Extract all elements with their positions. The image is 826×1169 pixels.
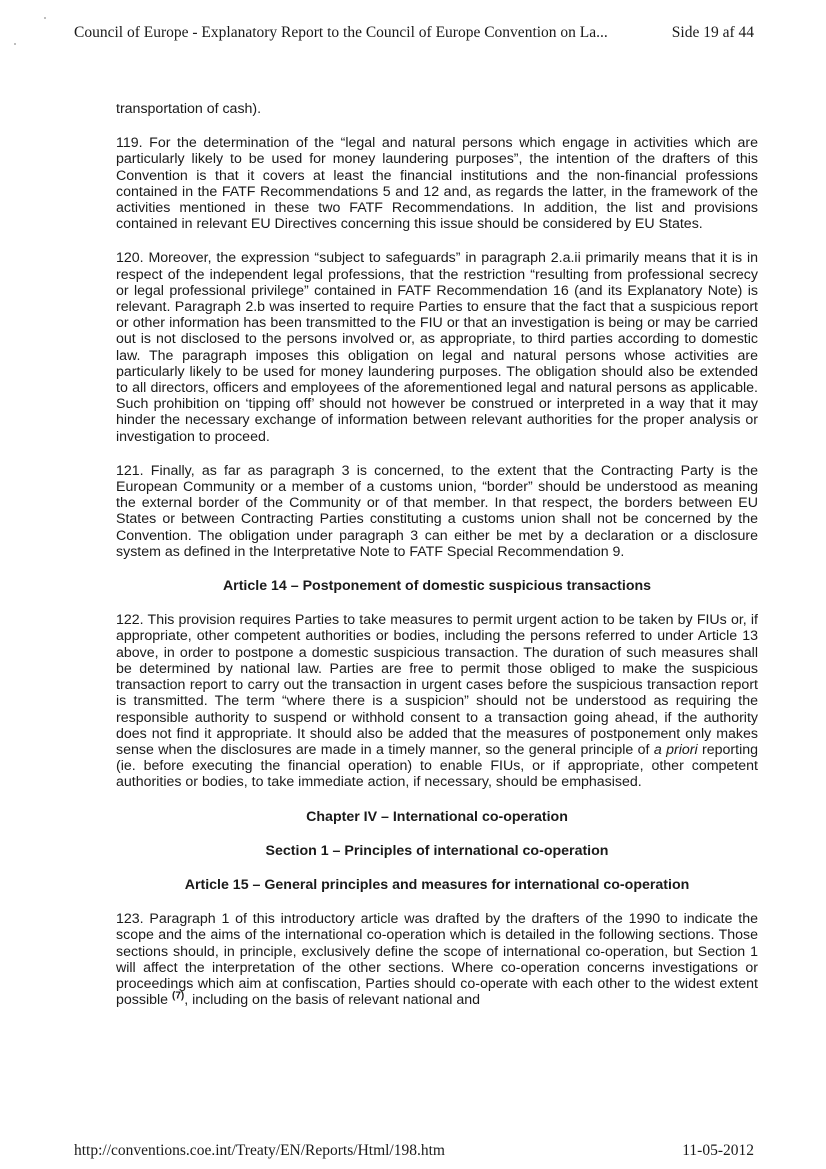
print-date: 11-05-2012 bbox=[682, 1142, 754, 1159]
paragraph-123 bbox=[116, 911, 758, 1008]
source-url: http://conventions.coe.int/Treaty/EN/Reports/Html/198.htm bbox=[74, 1142, 445, 1159]
page-header bbox=[74, 24, 754, 42]
paragraph-119: 119. For the determination of the “legal and natural persons which engage in activities which are particularly likely to be used for money laundering purposes”, the intention of the drafters of this Convention is that it covers at least the financial institutions and the non-financial professions contained in the FATF Recommendations 5 and 12 and, as regards the latter, in the framework of the activities mentioned in these two FATF Recommendations. In addition, the list and provisions contained in relevant EU Directives concerning this issue should be considered by EU States. bbox=[116, 135, 758, 233]
heading-chapter-4: Chapter IV – International co-operation bbox=[306, 808, 568, 825]
page-footer bbox=[74, 1142, 754, 1160]
heading-article-15: Article 15 – General principles and measures for international co-operation bbox=[184, 876, 690, 893]
footnote-link[interactable]: (7) bbox=[172, 990, 185, 1002]
heading-article-14: Article 14 – Postponement of domestic suspicious transactions bbox=[222, 578, 652, 595]
paragraph-123-text-b: , including on the basis of relevant national and bbox=[184, 992, 481, 1009]
scan-speck bbox=[44, 17, 46, 19]
paragraph-continuation: transportation of cash). bbox=[116, 101, 262, 117]
page-indicator: Side 19 af 44 bbox=[671, 24, 754, 41]
paragraph-123-text-a: 123. Paragraph 1 of this introductory article was drafted by the drafters of the 1990 to indicate the scope and the aims of the international co-operation which is detailed in the following sections. Those sections should, in principle, exclusively define the scope of international co-operation, but Section 1 will affect the interpretation of the other sections. Where co-operation concerns investigations or proceedings which aim at confiscation, Parties should co-operate with each other to the widest extent possible bbox=[116, 911, 758, 1009]
paragraph-121: 121. Finally, as far as paragraph 3 is concerned, to the extent that the Contracting Party is the European Community or a member of a customs union, “border” should be understood as meaning the external border of the Community or of that member. In that respect, the borders between EU States or between Contracting Parties constituting a customs union shall not be concerned by the Convention. The obligation under paragraph 3 can either be met by a declaration or a disclosure system as defined in the Interpretative Note to FATF Special Recommendation 9. bbox=[116, 462, 758, 560]
paragraph-122-text-a: 122. This provision requires Parties to take measures to permit urgent action to be taken by FIUs or, if appropriate, other competent authorities or bodies, including the persons referred to under Article 13 above, in order to postpone a domestic suspicious transaction. The duration of such measures shall be determined by national law. Parties are free to permit those obliged to make the suspicious transaction report to carry out the transaction in urgent cases before the suspicious transaction report is transmitted. The term “where there is a suspicion” should not be understood as requiring the responsible authority to suspend or withhold consent to a transaction going ahead, if the authority does not find it appropriate. It should also be added that the measures of postponement only makes sense when the disclosures are made in a timely manner, so the general principle of bbox=[116, 612, 758, 758]
scan-speck bbox=[14, 43, 16, 45]
paragraph-120: 120. Moreover, the expression “subject to safeguards” in paragraph 2.a.ii primarily means that it is in respect of the independent legal professions, that the restriction “resulting from professional secrecy or legal professional privilege” contained in FATF Recommendation 16 (and its Explanatory Note) is relevant. Paragraph 2.b was inserted to require Parties to ensure that the fact that a suspicious report or other information has been transmitted to the FIU or that an investigation is being or may be carried out is not disclosed to the persons involved or, as appropriate, to third parties according to domestic law. The paragraph imposes this obligation on legal and natural persons whose activities are particularly likely to be used for money laundering purposes. The obligation should also be extended to all directors, officers and employees of the aforementioned legal and natural persons as applicable. Such prohibition on ‘tipping off’ should not however be construed or interpreted in a way that it may hinder the necessary exchange of information between relevant authorities for the proper analysis or investigation to proceed. bbox=[116, 250, 758, 445]
document-title: Council of Europe - Explanatory Report to the Council of Europe Convention on La... bbox=[74, 24, 608, 41]
paragraph-122 bbox=[116, 612, 758, 790]
report-body bbox=[116, 101, 758, 1026]
paragraph-122-emphasis: a priori bbox=[653, 741, 698, 758]
heading-section-1: Section 1 – Principles of international co-operation bbox=[265, 842, 609, 859]
paragraph-122-text-b: reporting (ie. before executing the financial operation) to enable FIUs, or if appropriate, other competent authorities or bodies, to take immediate action, if necessary, should be emphasised. bbox=[116, 741, 758, 791]
